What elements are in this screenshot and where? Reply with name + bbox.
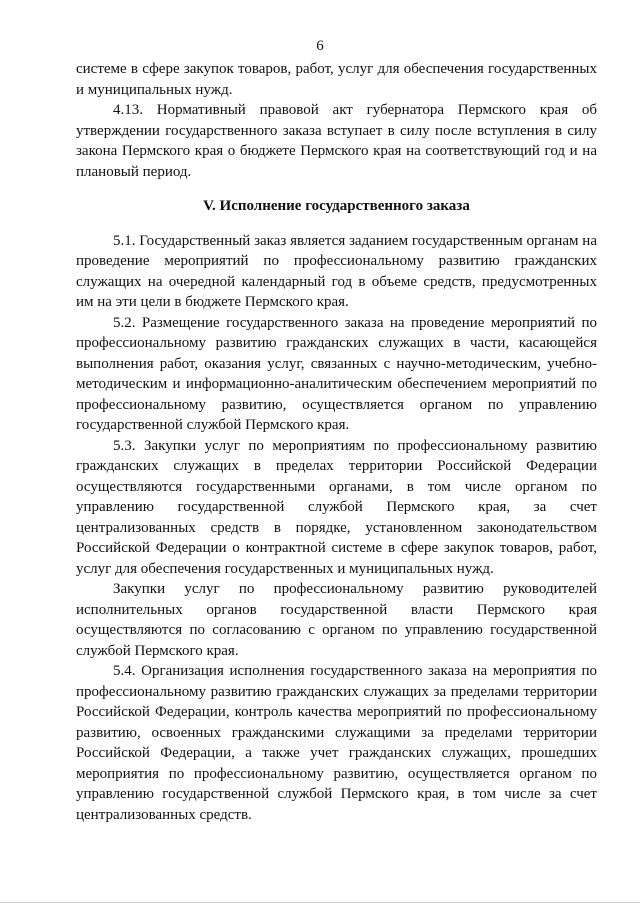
paragraph-5-4: 5.4. Организация исполнения государственного заказа на мероприятия по профессиональному развитию гражданских служащих за пределами территории Российской Федерации, контроль качества мероприятий по профессиональному развитию, освоенных гражданскими служащими за пределами территории Российской Федерации, а также учет гражданских служащих, прошедших мероприятия по профессиональному развитию, осуществляется органом по управлению государственной службой Пермского края, в том числе за счет централизованных средств. [76,663,597,823]
paragraph-5-1: 5.1. Государственный заказ является заданием государственным органам на проведение мероприятий по профессиональному развитию гражданских служащих на очередной календарный год в объеме средств, предусмотренных им на эти цели в бюджете Пермского края. [76,232,597,310]
section-heading: V. Исполнение государственного заказа [203,198,470,214]
paragraph-continuation: системе в сфере закупок товаров, работ, услуг для обеспечения государственных и муниципальных нужд. [76,61,597,98]
paragraph-5-2: 5.2. Размещение государственного заказа на проведение мероприятий по профессиональному развитию гражданских служащих в части, касающейся выполнения работ, оказания услуг, связанных с научно-методическим, учебно-методическим и информационно-аналитическим обеспечением мероприятий по профессиональному развитию, осуществляется органом по управлению государственной службой Пермского края. [76,314,597,433]
page-bottom-edge [0,902,640,903]
paragraph-4-13: 4.13. Нормативный правовой акт губернатора Пермского края об утверждении государственного заказа вступает в силу после вступления в силу закона Пермского края о бюджете Пермского края на соответствующий год и на плановый период. [76,102,597,180]
document-body [76,59,597,825]
paragraph-5-3: 5.3. Закупки услуг по мероприятиям по профессиональному развитию гражданских служащих в пределах территории Российской Федерации осуществляются государственными органами, в том числе органом по управлению государственной службой Пермского края, за счет централизованных средств в порядке, установленном законодательством Российской Федерации о контрактной системе в сфере закупок товаров, работ, услуг для обеспечения государственных и муниципальных нужд. [76,437,597,577]
paragraph-5-3-managers: Закупки услуг по профессиональному развитию руководителей исполнительных органов государственной власти Пермского края осуществляются по согласованию с органом по управлению государственной службой Пермского края. [76,581,597,659]
page-number: 6 [316,38,324,54]
